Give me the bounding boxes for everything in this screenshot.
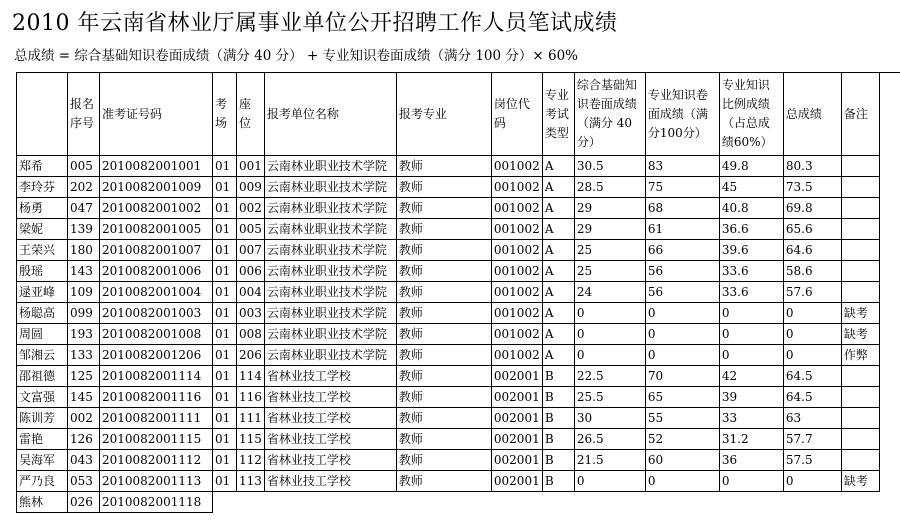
cell-col-post-code: 002001 (491, 450, 542, 471)
table-row (17, 366, 880, 387)
cell-col-reg-no: 180 (68, 240, 100, 261)
cell-col-name: 邹湘云 (17, 345, 68, 366)
cell-col-major-ratio: 31.2 (719, 429, 783, 450)
cell-col-major-ratio: 33.6 (719, 282, 783, 303)
cell-col-reg-no: 126 (68, 429, 100, 450)
table-header-row (17, 73, 880, 156)
cell-col-basic-score: 22.5 (574, 366, 645, 387)
cell-col-major: 教师 (396, 198, 491, 219)
cell-col-ticket-no: 2010082001114 (100, 366, 213, 387)
cell-col-seat: 114 (237, 366, 265, 387)
cell-col-ticket-no: 2010082001004 (100, 282, 213, 303)
cell-col-unit: 省林业技工学校 (264, 450, 396, 471)
cell-col-post-code: 001002 (491, 177, 542, 198)
score-formula: 总成绩 = 综合基础知识卷面成绩（满分 40 分） + 专业知识卷面成绩（满分 100 分）× 60% (14, 48, 579, 64)
empty-cell (213, 492, 237, 513)
cell-col-unit: 云南林业职业技术学院 (264, 345, 396, 366)
empty-cell (783, 492, 841, 513)
cell-col-remark (841, 198, 879, 219)
cell-col-seat: 002 (237, 198, 265, 219)
table-row (17, 345, 880, 366)
cell-col-exam-type: A (542, 198, 574, 219)
cell-col-name: 吴海军 (17, 450, 68, 471)
cell-col-major-ratio: 33.6 (719, 261, 783, 282)
cell-col-name: 邵祖德 (17, 366, 68, 387)
cell-col-major-score: 0 (645, 303, 719, 324)
cell-col-name: 周圆 (17, 324, 68, 345)
cell-col-major-score: 60 (645, 450, 719, 471)
cell-col-major-ratio: 49.8 (719, 156, 783, 177)
cell-col-ticket-no: 2010082001009 (100, 177, 213, 198)
header-col-remark: 备注 (841, 73, 879, 156)
cell-col-room: 01 (213, 219, 237, 240)
cell-col-major-score: 0 (645, 324, 719, 345)
cell-col-total: 57.5 (783, 450, 841, 471)
cell-col-seat: 112 (237, 450, 265, 471)
cell-col-unit: 云南林业职业技术学院 (264, 240, 396, 261)
cell-col-exam-type: A (542, 177, 574, 198)
cell-col-room: 01 (213, 366, 237, 387)
cell-col-unit: 云南林业职业技术学院 (264, 156, 396, 177)
cell-col-seat: 004 (237, 282, 265, 303)
cell-col-name: 陈训芳 (17, 408, 68, 429)
cell-col-major: 教师 (396, 345, 491, 366)
cell-col-name: 严乃良 (17, 471, 68, 492)
cell-col-total: 0 (783, 303, 841, 324)
cell-col-unit: 云南林业职业技术学院 (264, 219, 396, 240)
cell-col-reg-no: 002 (68, 408, 100, 429)
cell-col-remark (841, 387, 879, 408)
cell-col-room: 01 (213, 387, 237, 408)
cell-col-name: 熊林 (17, 492, 68, 513)
cell-col-total: 69.8 (783, 198, 841, 219)
cell-col-total: 0 (783, 471, 841, 492)
cell-col-unit: 云南林业职业技术学院 (264, 282, 396, 303)
cell-col-exam-type: B (542, 429, 574, 450)
cell-col-remark (841, 282, 879, 303)
cell-col-major: 教师 (396, 450, 491, 471)
cell-col-major-ratio: 33 (719, 408, 783, 429)
cell-col-unit: 云南林业职业技术学院 (264, 261, 396, 282)
cell-col-room: 01 (213, 156, 237, 177)
cell-col-name: 逯亚峰 (17, 282, 68, 303)
header-col-name (17, 73, 68, 156)
cell-col-major-ratio: 36 (719, 450, 783, 471)
cell-col-major-score: 61 (645, 219, 719, 240)
cell-col-reg-no: 099 (68, 303, 100, 324)
cell-col-seat: 008 (237, 324, 265, 345)
cell-col-major-score: 0 (645, 471, 719, 492)
cell-col-room: 01 (213, 429, 237, 450)
cell-col-ticket-no: 2010082001115 (100, 429, 213, 450)
table-row (17, 219, 880, 240)
cell-col-major: 教师 (396, 303, 491, 324)
cell-col-name: 杨勇 (17, 198, 68, 219)
cell-col-name: 王荣兴 (17, 240, 68, 261)
cell-col-seat: 003 (237, 303, 265, 324)
cell-col-major-ratio: 39.6 (719, 240, 783, 261)
cell-col-exam-type: A (542, 156, 574, 177)
cell-col-total: 58.6 (783, 261, 841, 282)
cell-col-post-code: 001002 (491, 156, 542, 177)
cell-col-seat: 009 (237, 177, 265, 198)
cell-col-reg-no: 145 (68, 387, 100, 408)
cell-col-seat: 206 (237, 345, 265, 366)
cell-col-post-code: 001002 (491, 282, 542, 303)
table-row (17, 450, 880, 471)
cell-col-ticket-no: 2010082001005 (100, 219, 213, 240)
cell-col-total: 57.7 (783, 429, 841, 450)
cell-col-reg-no: 202 (68, 177, 100, 198)
cell-col-major-score: 0 (645, 345, 719, 366)
cell-col-name: 文富强 (17, 387, 68, 408)
empty-cell (574, 492, 645, 513)
cell-col-major-score: 75 (645, 177, 719, 198)
cell-col-name: 郑希 (17, 156, 68, 177)
cell-col-major: 教师 (396, 387, 491, 408)
cell-col-reg-no: 047 (68, 198, 100, 219)
header-col-major: 报考专业 (396, 73, 491, 156)
cell-col-major: 教师 (396, 156, 491, 177)
cell-col-seat: 115 (237, 429, 265, 450)
cell-col-room: 01 (213, 177, 237, 198)
table-row (17, 177, 880, 198)
cell-col-ticket-no: 2010082001112 (100, 450, 213, 471)
cell-col-basic-score: 29 (574, 198, 645, 219)
cell-col-post-code: 001002 (491, 324, 542, 345)
cell-col-unit: 省林业技工学校 (264, 387, 396, 408)
cell-col-remark (841, 366, 879, 387)
cell-col-major: 教师 (396, 282, 491, 303)
cell-col-seat: 007 (237, 240, 265, 261)
cell-col-exam-type: A (542, 282, 574, 303)
cell-col-post-code: 001002 (491, 303, 542, 324)
cell-col-major-score: 83 (645, 156, 719, 177)
header-col-room: 考场 (213, 73, 237, 156)
cell-col-unit: 省林业技工学校 (264, 366, 396, 387)
table-row (17, 303, 880, 324)
cell-col-ticket-no: 2010082001002 (100, 198, 213, 219)
cell-col-total: 73.5 (783, 177, 841, 198)
cell-col-remark: 作弊 (841, 345, 879, 366)
cell-col-total: 65.6 (783, 219, 841, 240)
cell-col-major-ratio: 45 (719, 177, 783, 198)
cell-col-reg-no: 139 (68, 219, 100, 240)
cell-col-basic-score: 25.5 (574, 387, 645, 408)
cell-col-basic-score: 24 (574, 282, 645, 303)
cell-col-major-ratio: 0 (719, 303, 783, 324)
cell-col-major-score: 70 (645, 366, 719, 387)
cell-col-exam-type: B (542, 408, 574, 429)
header-col-major-ratio: 专业知识比例成绩（占总成绩60%） (719, 73, 783, 156)
header-col-ticket-no: 准考证号码 (100, 73, 213, 156)
cell-col-total: 0 (783, 345, 841, 366)
cell-col-name: 李玲芬 (17, 177, 68, 198)
cell-col-exam-type: A (542, 240, 574, 261)
cell-col-seat: 006 (237, 261, 265, 282)
cell-col-remark (841, 261, 879, 282)
header-col-basic-score: 综合基础知识卷面成绩（满分 40 分） (574, 73, 645, 156)
cell-col-remark (841, 219, 879, 240)
page-title: 2010 年云南省林业厅属事业单位公开招聘工作人员笔试成绩 (12, 11, 618, 36)
cell-col-post-code: 002001 (491, 387, 542, 408)
table-row (17, 198, 880, 219)
cell-col-major-score: 66 (645, 240, 719, 261)
cell-col-remark (841, 450, 879, 471)
empty-cell (491, 492, 542, 513)
cell-col-basic-score: 30 (574, 408, 645, 429)
table-row (17, 387, 880, 408)
cell-col-seat: 113 (237, 471, 265, 492)
cell-col-room: 01 (213, 324, 237, 345)
cell-col-basic-score: 25 (574, 261, 645, 282)
cell-col-post-code: 001002 (491, 261, 542, 282)
cell-col-major: 教师 (396, 261, 491, 282)
table-row (17, 324, 880, 345)
cell-col-unit: 云南林业职业技术学院 (264, 303, 396, 324)
cell-col-remark: 缺考 (841, 471, 879, 492)
cell-col-reg-no: 109 (68, 282, 100, 303)
cell-col-remark (841, 156, 879, 177)
cell-col-reg-no: 026 (68, 492, 100, 513)
cell-col-reg-no: 133 (68, 345, 100, 366)
cell-col-room: 01 (213, 345, 237, 366)
cell-col-total: 64.6 (783, 240, 841, 261)
cell-col-remark: 缺考 (841, 303, 879, 324)
header-col-unit: 报考单位名称 (264, 73, 396, 156)
cell-col-major-score: 56 (645, 282, 719, 303)
cell-col-major-score: 55 (645, 408, 719, 429)
empty-cell (264, 492, 396, 513)
cell-col-reg-no: 143 (68, 261, 100, 282)
cell-col-remark (841, 177, 879, 198)
cell-col-room: 01 (213, 261, 237, 282)
cell-col-major-score: 52 (645, 429, 719, 450)
header-line-extension (878, 72, 900, 73)
cell-col-seat: 001 (237, 156, 265, 177)
cell-col-major-ratio: 0 (719, 324, 783, 345)
cell-col-exam-type: A (542, 219, 574, 240)
cell-col-exam-type: A (542, 345, 574, 366)
header-col-total: 总成绩 (783, 73, 841, 156)
cell-col-post-code: 002001 (491, 429, 542, 450)
cell-col-unit: 云南林业职业技术学院 (264, 198, 396, 219)
cell-col-unit: 省林业技工学校 (264, 471, 396, 492)
cell-col-room: 01 (213, 282, 237, 303)
empty-cell (396, 492, 491, 513)
cell-col-name: 殷瑶 (17, 261, 68, 282)
table-row (17, 408, 880, 429)
cell-col-exam-type: B (542, 450, 574, 471)
header-col-major-score: 专业知识卷面成绩（满分100分） (645, 73, 719, 156)
cell-col-basic-score: 30.5 (574, 156, 645, 177)
cell-col-reg-no: 053 (68, 471, 100, 492)
cell-col-major: 教师 (396, 471, 491, 492)
cell-col-ticket-no: 2010082001113 (100, 471, 213, 492)
cell-col-post-code: 001002 (491, 240, 542, 261)
cell-col-reg-no: 125 (68, 366, 100, 387)
cell-col-major-ratio: 0 (719, 471, 783, 492)
cell-col-room: 01 (213, 198, 237, 219)
cell-col-basic-score: 0 (574, 345, 645, 366)
cell-col-exam-type: B (542, 366, 574, 387)
cell-col-unit: 云南林业职业技术学院 (264, 324, 396, 345)
cell-col-basic-score: 0 (574, 303, 645, 324)
cell-col-room: 01 (213, 303, 237, 324)
cell-col-name: 梁妮 (17, 219, 68, 240)
header-col-reg-no: 报名序号 (68, 73, 100, 156)
cell-col-basic-score: 25 (574, 240, 645, 261)
score-table (16, 72, 880, 513)
cell-col-post-code: 001002 (491, 198, 542, 219)
header-col-exam-type: 专业考试类型 (542, 73, 574, 156)
cell-col-room: 01 (213, 471, 237, 492)
cell-col-major: 教师 (396, 177, 491, 198)
cell-col-major: 教师 (396, 240, 491, 261)
cell-col-seat: 111 (237, 408, 265, 429)
cell-col-remark (841, 240, 879, 261)
cell-col-reg-no: 005 (68, 156, 100, 177)
cell-col-room: 01 (213, 450, 237, 471)
cell-col-post-code: 002001 (491, 408, 542, 429)
cell-col-ticket-no: 2010082001006 (100, 261, 213, 282)
cell-col-total: 63 (783, 408, 841, 429)
cell-col-ticket-no: 2010082001116 (100, 387, 213, 408)
cell-col-post-code: 001002 (491, 219, 542, 240)
empty-cell (237, 492, 265, 513)
cell-col-exam-type: A (542, 261, 574, 282)
empty-cell (719, 492, 783, 513)
table-row (17, 156, 880, 177)
cell-col-total: 57.6 (783, 282, 841, 303)
table-row (17, 261, 880, 282)
cell-col-ticket-no: 2010082001111 (100, 408, 213, 429)
header-col-seat: 座位 (237, 73, 265, 156)
cell-col-ticket-no: 2010082001008 (100, 324, 213, 345)
table-row (17, 282, 880, 303)
cell-col-major: 教师 (396, 219, 491, 240)
cell-col-major-score: 65 (645, 387, 719, 408)
cell-col-major-ratio: 39 (719, 387, 783, 408)
cell-col-basic-score: 26.5 (574, 429, 645, 450)
table-row (17, 471, 880, 492)
table-row (17, 429, 880, 450)
cell-col-major: 教师 (396, 366, 491, 387)
cell-col-basic-score: 21.5 (574, 450, 645, 471)
empty-cell (841, 492, 879, 513)
cell-col-basic-score: 29 (574, 219, 645, 240)
cell-col-total: 80.3 (783, 156, 841, 177)
empty-cell (645, 492, 719, 513)
cell-col-unit: 省林业技工学校 (264, 429, 396, 450)
cell-col-name: 杨聪高 (17, 303, 68, 324)
empty-cell (542, 492, 574, 513)
cell-col-remark (841, 408, 879, 429)
cell-col-room: 01 (213, 408, 237, 429)
cell-col-room: 01 (213, 240, 237, 261)
cell-col-remark: 缺考 (841, 324, 879, 345)
cell-col-major: 教师 (396, 324, 491, 345)
cell-col-major-score: 68 (645, 198, 719, 219)
cell-col-seat: 116 (237, 387, 265, 408)
cell-col-exam-type: A (542, 324, 574, 345)
cell-col-ticket-no: 2010082001001 (100, 156, 213, 177)
cell-col-major-ratio: 42 (719, 366, 783, 387)
cell-col-total: 64.5 (783, 366, 841, 387)
header-col-post-code: 岗位代码 (491, 73, 542, 156)
cell-col-exam-type: B (542, 471, 574, 492)
cell-col-unit: 省林业技工学校 (264, 408, 396, 429)
cell-col-basic-score: 28.5 (574, 177, 645, 198)
cell-col-ticket-no: 2010082001007 (100, 240, 213, 261)
cell-col-name: 雷艳 (17, 429, 68, 450)
cell-col-exam-type: B (542, 387, 574, 408)
cell-col-major-score: 56 (645, 261, 719, 282)
cell-col-post-code: 002001 (491, 366, 542, 387)
cell-col-seat: 005 (237, 219, 265, 240)
cell-col-basic-score: 0 (574, 324, 645, 345)
cell-col-major-ratio: 0 (719, 345, 783, 366)
cell-col-post-code: 002001 (491, 471, 542, 492)
cell-col-exam-type: A (542, 303, 574, 324)
cell-col-ticket-no: 2010082001118 (100, 492, 213, 513)
cell-col-unit: 云南林业职业技术学院 (264, 177, 396, 198)
cell-col-major-ratio: 40.8 (719, 198, 783, 219)
cell-col-major: 教师 (396, 429, 491, 450)
cell-col-major-ratio: 36.6 (719, 219, 783, 240)
cell-col-ticket-no: 2010082001206 (100, 345, 213, 366)
cell-col-total: 0 (783, 324, 841, 345)
cell-col-remark (841, 429, 879, 450)
cell-col-major: 教师 (396, 408, 491, 429)
cell-col-total: 64.5 (783, 387, 841, 408)
cell-col-ticket-no: 2010082001003 (100, 303, 213, 324)
cell-col-reg-no: 193 (68, 324, 100, 345)
cell-col-reg-no: 043 (68, 450, 100, 471)
cell-col-post-code: 001002 (491, 345, 542, 366)
cell-col-basic-score: 0 (574, 471, 645, 492)
table-row (17, 240, 880, 261)
table-row (17, 492, 880, 513)
